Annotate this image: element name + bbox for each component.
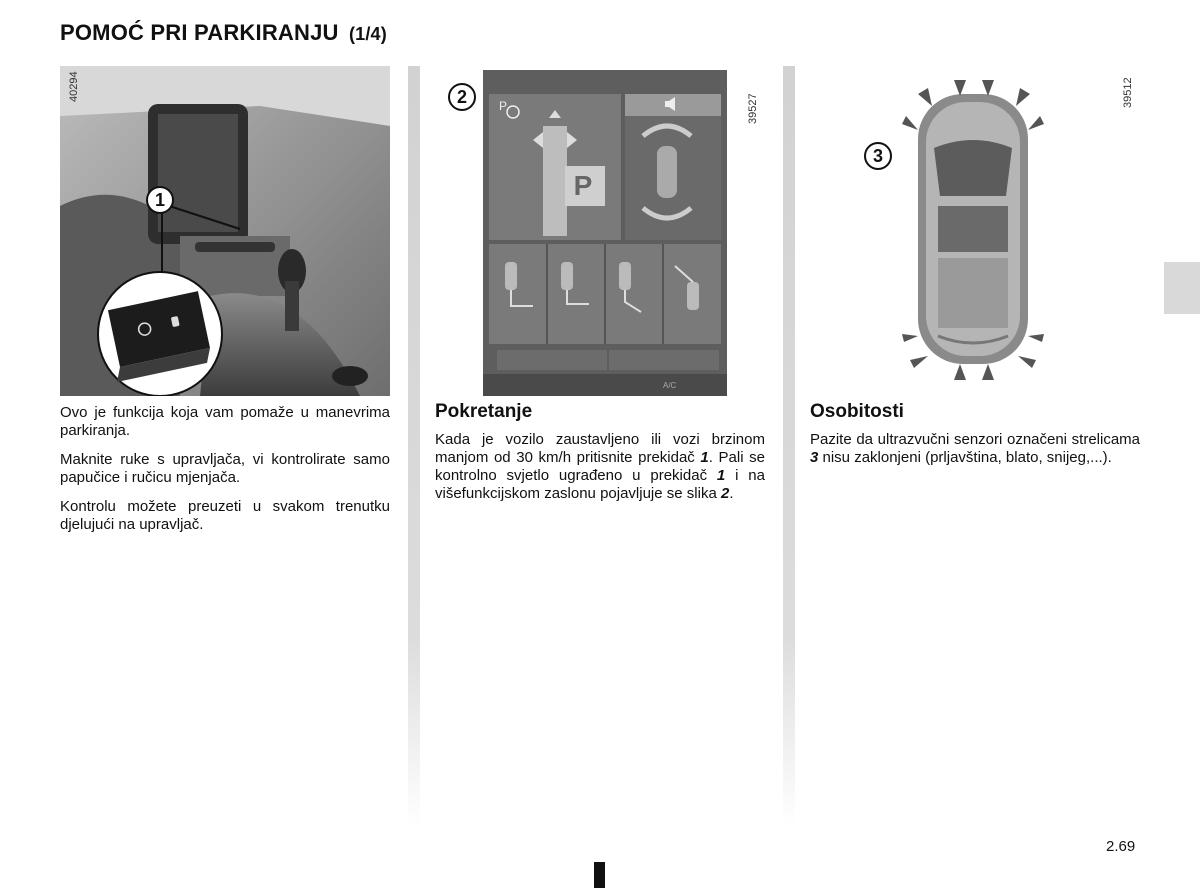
col3-ref-3: 3 (810, 449, 819, 466)
callout-3 (864, 142, 892, 170)
car-top-illustration (810, 66, 1140, 396)
column-2-text (435, 403, 765, 514)
col2-text-c: i na višefunkcijskom zaslonu pojavljuje se slika (435, 467, 765, 502)
column-divider-1 (408, 66, 420, 826)
figure-code-3: 39512 (1122, 77, 1134, 108)
callout-1 (146, 186, 174, 214)
svg-text:P: P (499, 99, 508, 113)
dashboard-illustration (60, 66, 390, 396)
callout-2-label: 2 (456, 87, 467, 107)
figure-code-1: 40294 (68, 71, 80, 102)
page-number: 2.69 (1106, 838, 1136, 855)
callout-3-label: 3 (872, 146, 883, 166)
col1-paragraph-1: Ovo je funkcija koja vam pomaže u manevrima parkiranja. (60, 404, 390, 439)
column-3-text (810, 403, 1140, 478)
title-text: POMOĆ PRI PARKIRANJU (60, 20, 339, 45)
figure-screen (435, 66, 765, 396)
col3-text-b: nisu zaklonjeni (prljavština, blato, snijeg,...). (818, 449, 1112, 466)
figure-dashboard-switch (60, 66, 390, 396)
col2-ref-2: 1 (716, 467, 726, 484)
col2-ref-1: 1 (700, 449, 709, 466)
section-heading-pokretanje: Pokretanje (435, 401, 533, 422)
parking-p-label: P (573, 170, 593, 201)
figure-code-2: 39527 (747, 93, 759, 124)
col2-text-b: . Pali se kontrolno svjetlo ugrađeno u prekidač (435, 449, 766, 484)
ac-label: A/C (663, 381, 677, 390)
col2-text-d: . (729, 485, 734, 502)
chapter-tab (1164, 262, 1200, 314)
section-heading-osobitosti: Osobitosti (810, 401, 904, 422)
col1-paragraph-3: Kontrolu možete preuzeti u svakom trenutku djelujući na upravljač. (60, 498, 390, 533)
column-1-text (60, 404, 390, 545)
page-title (60, 20, 387, 46)
bottom-marker (594, 862, 605, 888)
screen-illustration (435, 66, 765, 396)
figure-car-sensors (810, 66, 1140, 396)
col3-paragraph-1 (810, 431, 1140, 467)
col2-ref-3: 2 (720, 485, 730, 502)
callout-1-label: 1 (154, 190, 165, 210)
title-part: (1/4) (348, 24, 387, 44)
column-divider-2 (783, 66, 795, 826)
col2-paragraph-1 (435, 431, 765, 503)
col3-text-a: Pazite da ultrazvučni senzori označeni strelicama (810, 431, 1140, 448)
col2-text-a: Kada je vozilo zaustavljeno ili vozi brzinom manjom od 30 km/h pritisnite prekidač (435, 431, 765, 466)
col1-paragraph-2: Maknite ruke s upravljača, vi kontrolirate samo papučice i ručicu mjenjača. (60, 451, 390, 486)
